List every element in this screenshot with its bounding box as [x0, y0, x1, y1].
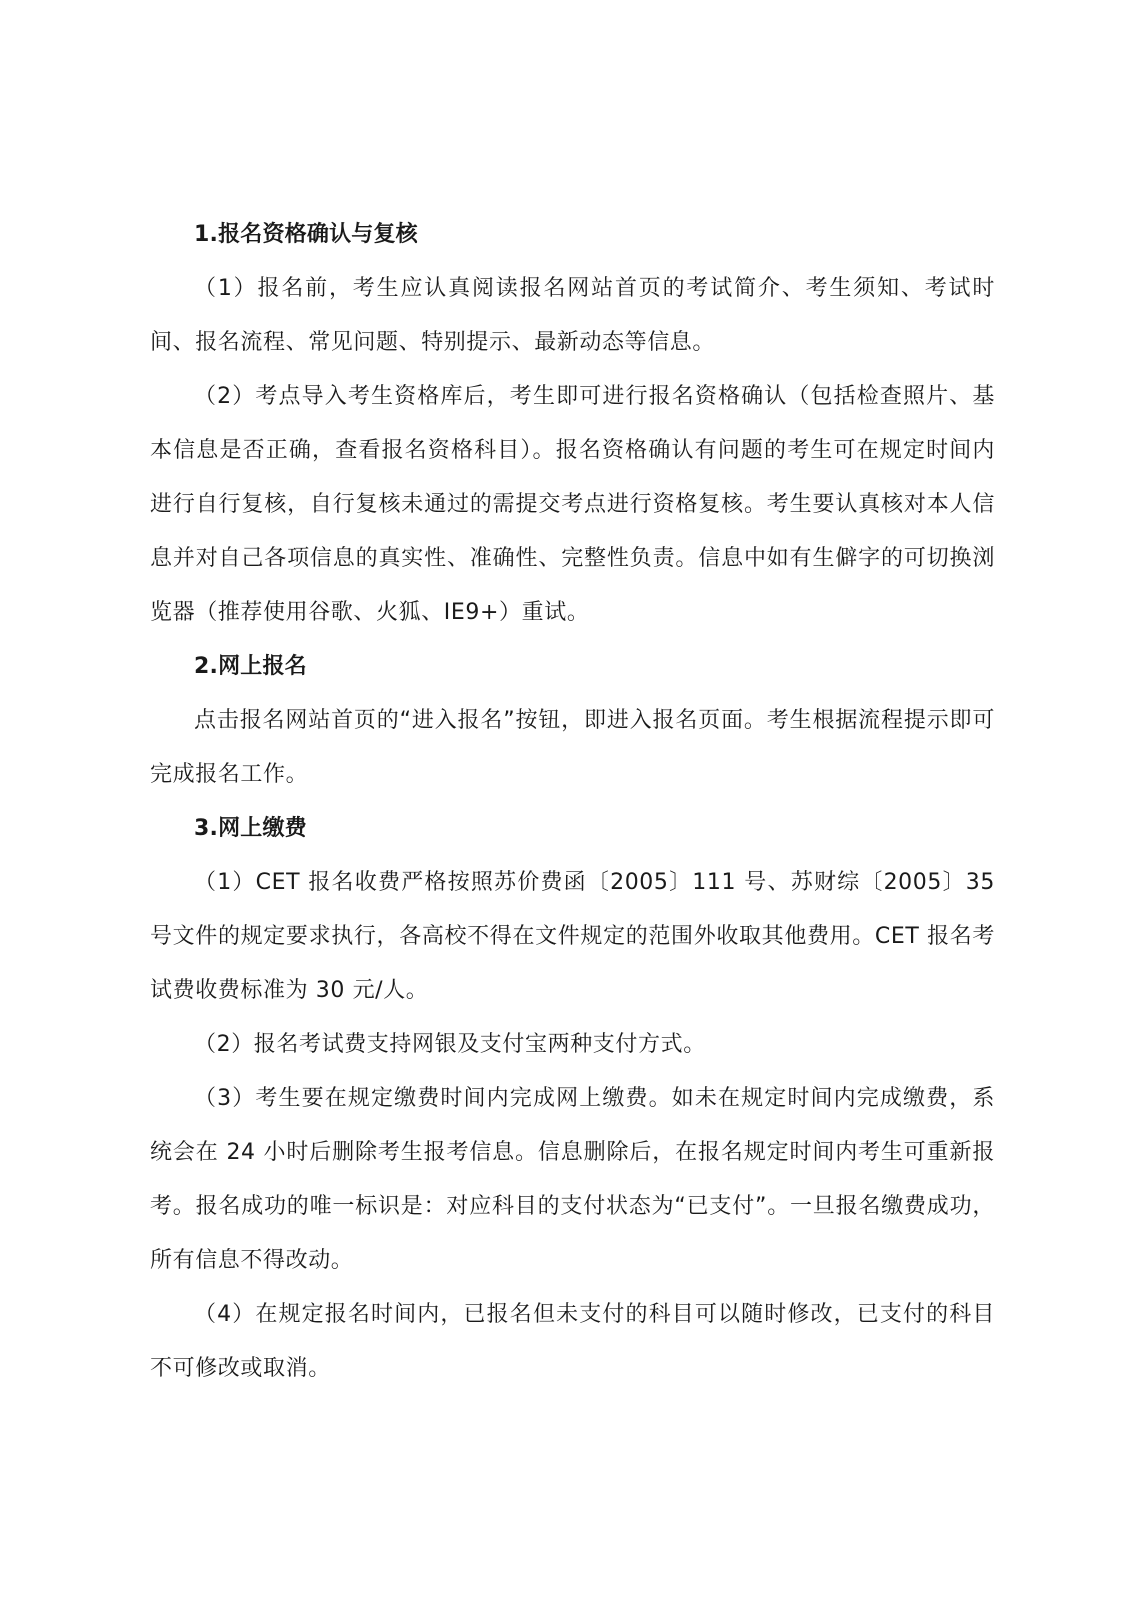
section-heading-online-registration: 2.网上报名 [194, 654, 307, 679]
section-heading-qualification: 1.报名资格确认与复核 [194, 222, 418, 247]
paragraph-online-payment-1: （1）CET 报名收费严格按照苏价费函〔2005〕111 号、苏财综〔2005〕35 号文件的规定要求执行，各高校不得在文件规定的范围外收取其他费用。CET 报名考试费收费标准为 30 元/人。 [150, 870, 995, 1003]
paragraph-qualification-2: （2）考点导入考生资格库后，考生即可进行报名资格确认（包括检查照片、基本信息是否正确，查看报名资格科目）。报名资格确认有问题的考生可在规定时间内进行自行复核，自行复核未通过的需提交考点进行资格复核。考生要认真核对本人信息并对自己各项信息的真实性、准确性、完整性负责。信息中如有生僻字的可切换浏览器（推荐使用谷歌、火狐、IE9+）重试。 [150, 384, 995, 625]
document-page [150, 208, 995, 1396]
paragraph-qualification-1: （1）报名前，考生应认真阅读报名网站首页的考试简介、考生须知、考试时间、报名流程、常见问题、特别提示、最新动态等信息。 [150, 276, 995, 355]
paragraph-online-payment-2: （2）报名考试费支持网银及支付宝两种支付方式。 [194, 1032, 706, 1057]
section-heading-online-payment: 3.网上缴费 [194, 816, 307, 841]
paragraph-online-payment-4: （4）在规定报名时间内，已报名但未支付的科目可以随时修改，已支付的科目不可修改或取消。 [150, 1302, 995, 1381]
paragraph-online-payment-3: （3）考生要在规定缴费时间内完成网上缴费。如未在规定时间内完成缴费，系统会在 24 小时后删除考生报考信息。信息删除后，在报名规定时间内考生可重新报考。报名成功的唯一标识是：对应科目的支付状态为“已支付”。一旦报名缴费成功，所有信息不得改动。 [150, 1086, 995, 1273]
paragraph-online-registration-1: 点击报名网站首页的“进入报名”按钮，即进入报名页面。考生根据流程提示即可完成报名工作。 [150, 708, 995, 787]
